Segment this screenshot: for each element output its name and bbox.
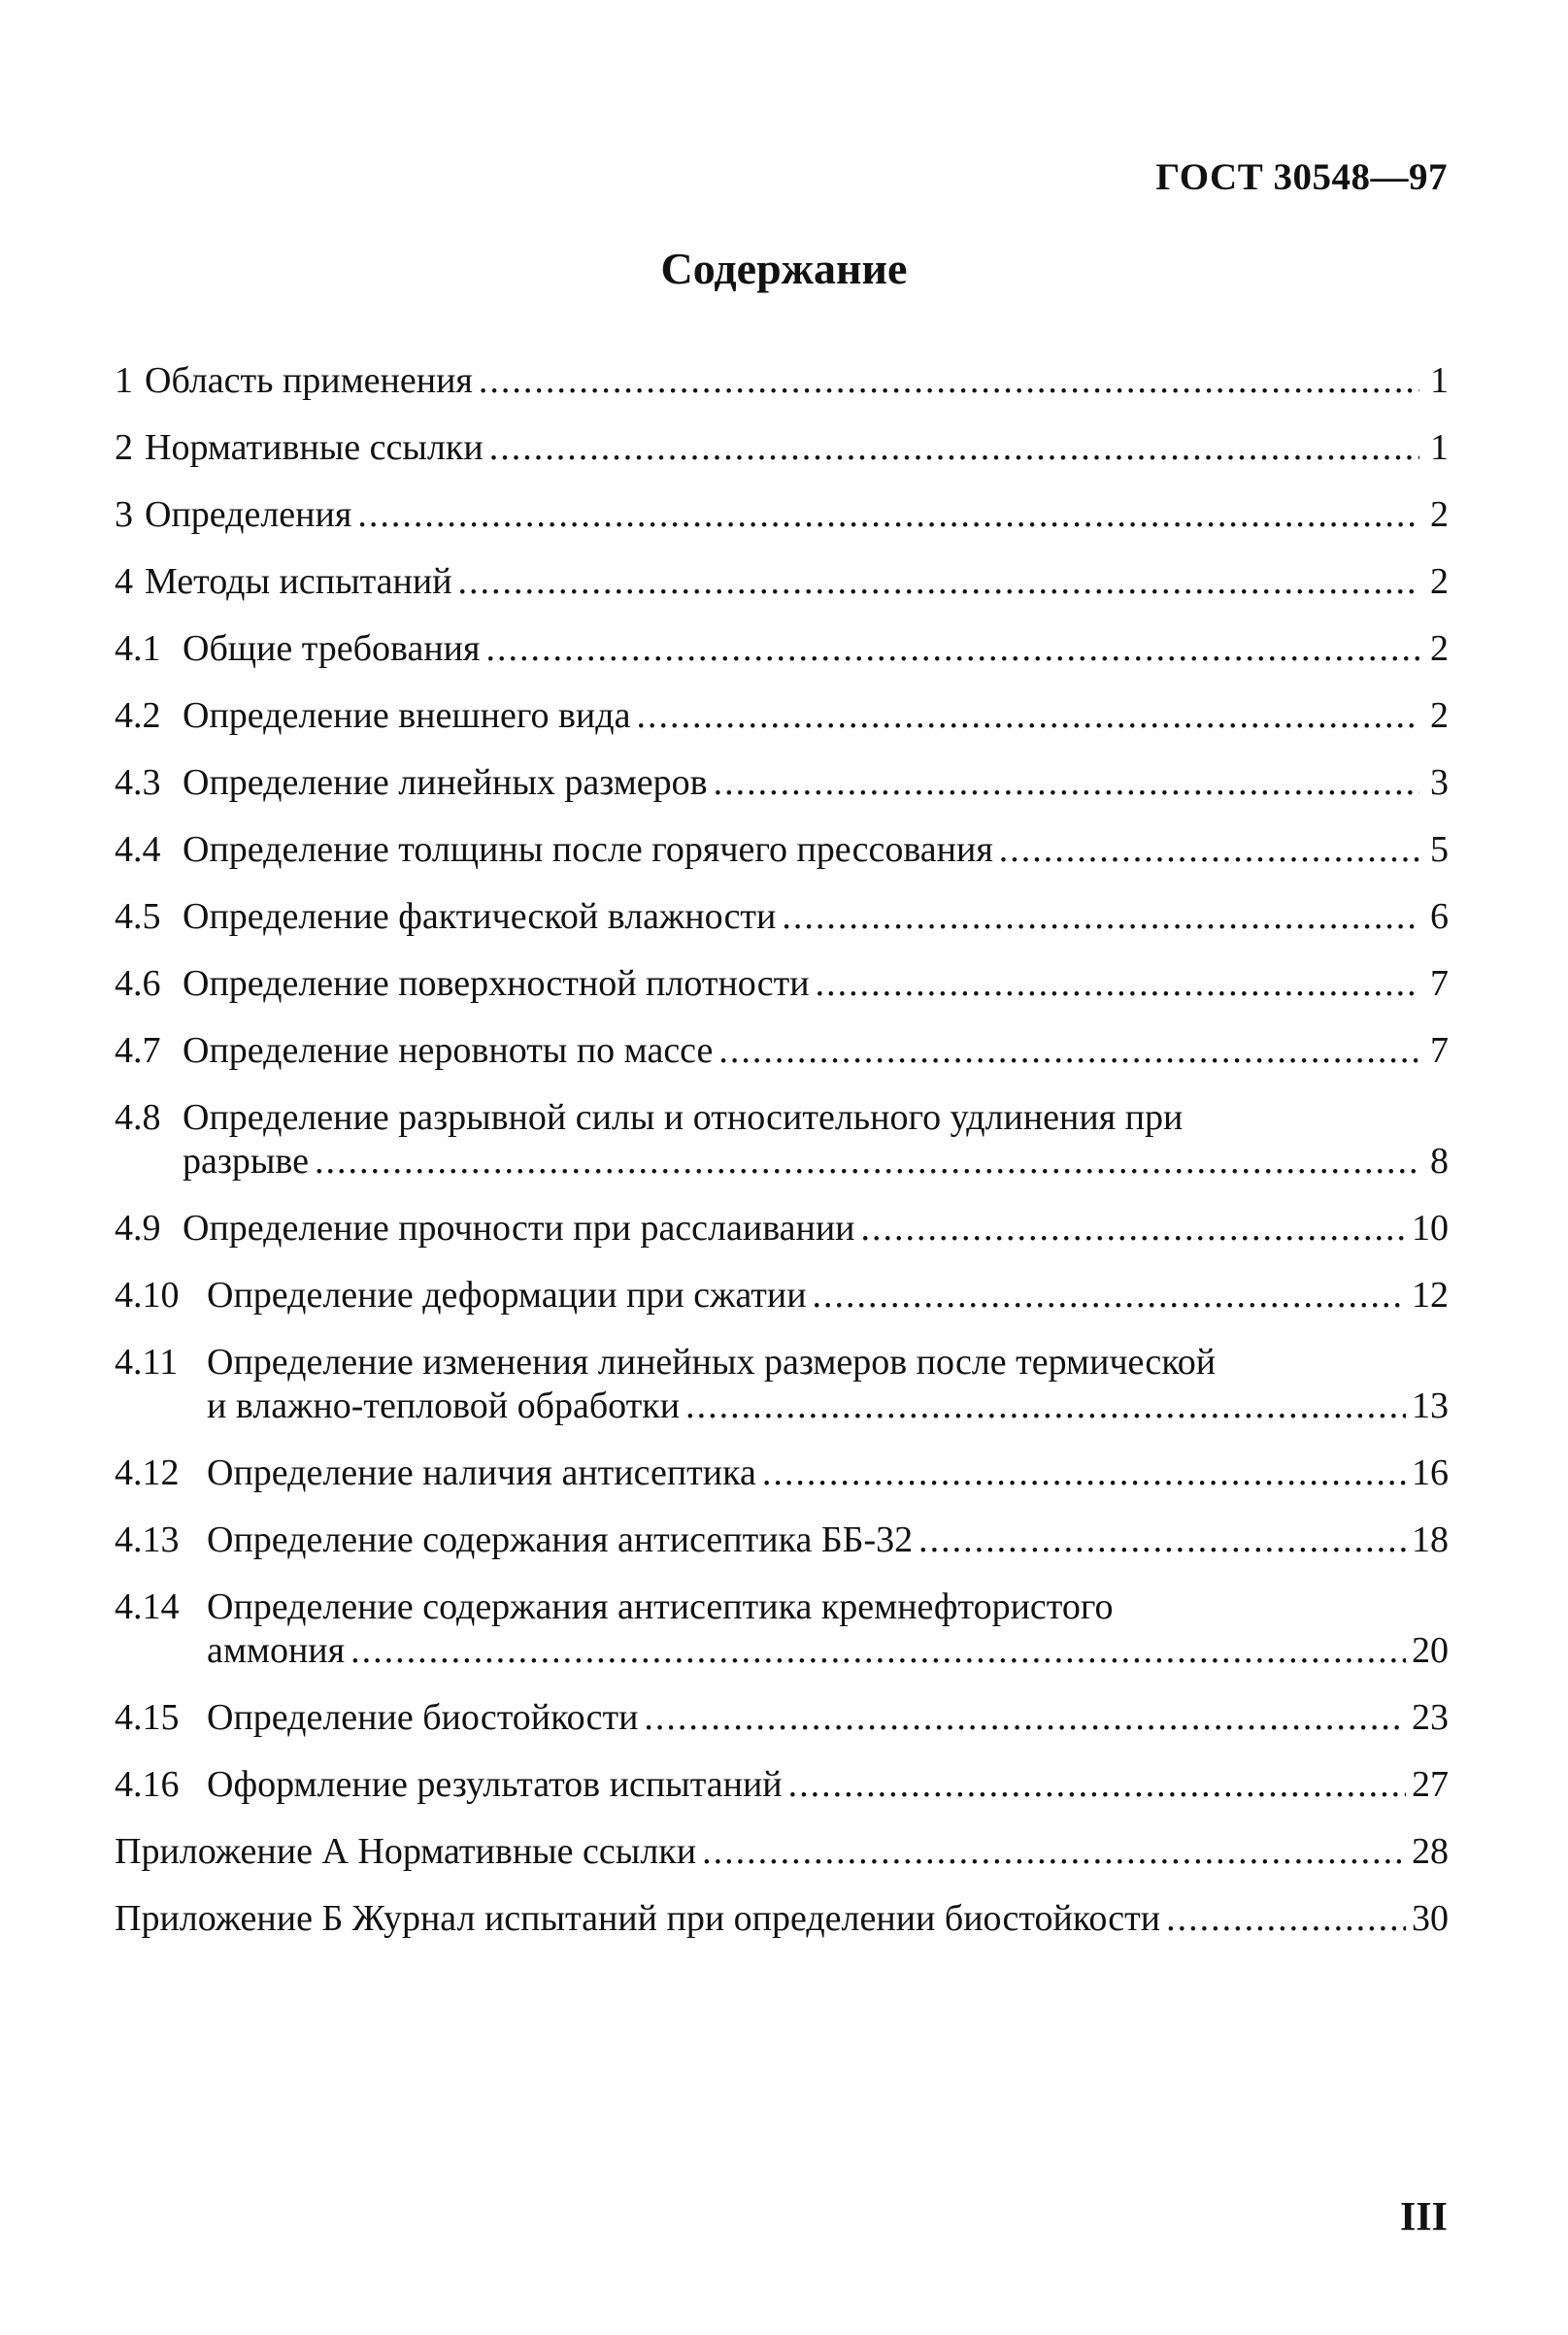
- toc-entry-title: Определение внешнего вида: [183, 695, 631, 736]
- toc-entry-number: 4.11: [115, 1342, 179, 1383]
- toc-entry-page: 7: [1430, 963, 1449, 1004]
- toc-entry-4-7[interactable]: [115, 1029, 1449, 1073]
- toc-entry-4[interactable]: [115, 560, 1449, 604]
- page-title: Содержание: [660, 244, 908, 293]
- toc-entry-title-line1: Определение изменения линейных размеров после термической: [207, 1342, 1217, 1383]
- dot-leader: [479, 359, 1419, 403]
- toc-entry-4-10[interactable]: [115, 1274, 1449, 1318]
- dot-leader: [350, 1629, 1406, 1673]
- toc-entry-4-2[interactable]: [115, 694, 1449, 738]
- toc-entry-page: 1: [1430, 427, 1449, 468]
- toc-entry-page: 16: [1412, 1452, 1449, 1493]
- toc-entry-page: 5: [1430, 829, 1449, 870]
- toc-entry-number: 4.7: [115, 1030, 161, 1071]
- dot-leader: [714, 761, 1419, 805]
- dot-leader: [458, 560, 1419, 604]
- toc-entry-4-8[interactable]: [115, 1096, 1449, 1184]
- toc-entry-4-13[interactable]: [115, 1518, 1449, 1562]
- toc-entry-page: 18: [1412, 1519, 1449, 1560]
- toc-entry-page: 10: [1412, 1208, 1449, 1249]
- toc-entry-number: 4.8: [115, 1097, 161, 1138]
- dot-leader: [918, 1518, 1406, 1562]
- toc-entry-4-14[interactable]: [115, 1585, 1449, 1673]
- toc-entry-appendix-b[interactable]: [115, 1897, 1449, 1941]
- toc-entry-number: 4.14: [115, 1586, 180, 1627]
- toc-entry-4-9[interactable]: [115, 1207, 1449, 1251]
- toc-entry-title: Приложение А Нормативные ссылки: [115, 1831, 697, 1872]
- toc-entry-3[interactable]: [115, 493, 1449, 537]
- toc-entry-4-6[interactable]: [115, 962, 1449, 1006]
- dot-leader: [999, 828, 1419, 872]
- page-number: III: [1399, 2195, 1448, 2240]
- toc-entry-4-1[interactable]: [115, 627, 1449, 671]
- toc-entry-number: 4.16: [115, 1764, 180, 1805]
- toc-entry-title: Определение поверхностной плотности: [183, 963, 810, 1004]
- toc-entry-page: 12: [1412, 1275, 1449, 1316]
- toc-entry-4-15[interactable]: [115, 1696, 1449, 1740]
- toc-entry-page: 6: [1430, 896, 1449, 937]
- toc-entry-number: 4.4: [115, 829, 161, 870]
- toc-entry-number: 4.2: [115, 695, 161, 736]
- toc-entry-title-line1: Определение разрывной силы и относительного удлинения при: [183, 1097, 1184, 1138]
- toc-entry-page: 8: [1430, 1141, 1449, 1182]
- toc-entry-1[interactable]: [115, 359, 1449, 403]
- toc-entry-page: 20: [1412, 1630, 1449, 1671]
- toc-entry-4-3[interactable]: [115, 761, 1449, 805]
- toc-entry-page: 23: [1412, 1697, 1449, 1738]
- toc-entry-title: Определение биостойкости: [207, 1697, 639, 1738]
- toc-entry-page: 27: [1412, 1764, 1449, 1805]
- toc-entry-appendix-a[interactable]: [115, 1830, 1449, 1874]
- dot-leader: [702, 1830, 1406, 1874]
- toc-entry-title: Приложение Б Журнал испытаний при определении биостойкости: [115, 1898, 1161, 1939]
- dot-leader: [644, 1696, 1406, 1740]
- toc-entry-title: Определение линейных размеров: [183, 762, 708, 803]
- table-of-contents: [115, 359, 1449, 1964]
- toc-entry-page: 13: [1412, 1385, 1449, 1426]
- dot-leader: [315, 1140, 1419, 1184]
- toc-entry-title: Определение содержания антисептика ББ-32: [207, 1519, 914, 1560]
- toc-entry-4-12[interactable]: [115, 1451, 1449, 1495]
- toc-entry-page: 2: [1430, 494, 1449, 535]
- toc-entry-2[interactable]: [115, 426, 1449, 470]
- toc-entry-page: 2: [1430, 695, 1449, 736]
- toc-entry-page: 2: [1430, 561, 1449, 602]
- standard-id: ГОСТ 30548—97: [1155, 156, 1448, 198]
- toc-entry-title: Определение деформации при сжатии: [207, 1275, 807, 1316]
- toc-entry-number: 4.15: [115, 1697, 180, 1738]
- toc-entry-page: 28: [1412, 1831, 1449, 1872]
- toc-entry-title: Область применения: [145, 360, 473, 401]
- toc-entry-title: Определение фактической влажности: [183, 896, 777, 937]
- toc-entry-title: Определение наличия антисептика: [207, 1452, 756, 1493]
- dot-leader: [861, 1207, 1406, 1251]
- toc-entry-title: Определения: [145, 494, 352, 535]
- dot-leader: [685, 1384, 1406, 1428]
- toc-entry-4-11[interactable]: [115, 1341, 1449, 1428]
- dot-leader: [357, 493, 1419, 537]
- toc-entry-title-line2: аммония: [207, 1630, 346, 1671]
- toc-entry-page: 3: [1430, 762, 1449, 803]
- toc-entry-title: Методы испытаний: [145, 561, 452, 602]
- toc-entry-title-line2: и влажно-тепловой обработки: [207, 1385, 681, 1426]
- dot-leader: [485, 627, 1419, 671]
- toc-entry-title-line2: разрыве: [183, 1141, 309, 1182]
- toc-entry-number: 4.13: [115, 1519, 180, 1560]
- toc-entry-number: 4.9: [115, 1208, 161, 1249]
- toc-entry-page: 7: [1430, 1030, 1449, 1071]
- toc-entry-title: Определение прочности при расслаивании: [183, 1208, 855, 1249]
- dot-leader: [813, 1274, 1406, 1318]
- dot-leader: [788, 1763, 1406, 1807]
- toc-entry-title: Общие требования: [183, 628, 481, 669]
- toc-entry-page: 30: [1412, 1898, 1449, 1939]
- dot-leader: [489, 426, 1419, 470]
- toc-entry-page: 2: [1430, 628, 1449, 669]
- dot-leader: [762, 1451, 1406, 1495]
- toc-entry-number: 4.6: [115, 963, 161, 1004]
- toc-entry-number: 4: [115, 561, 133, 602]
- toc-entry-number: 2: [115, 427, 133, 468]
- toc-entry-4-4[interactable]: [115, 828, 1449, 872]
- toc-entry-number: 4.1: [115, 628, 161, 669]
- dot-leader: [718, 1029, 1419, 1073]
- dot-leader: [1166, 1897, 1406, 1941]
- dot-leader: [816, 962, 1419, 1006]
- toc-entry-title-line1: Определение содержания антисептика кремнефтористого: [207, 1586, 1114, 1627]
- toc-entry-number: 4.3: [115, 762, 161, 803]
- toc-entry-number: 4.12: [115, 1452, 180, 1493]
- toc-entry-number: 3: [115, 494, 133, 535]
- dot-leader: [782, 895, 1419, 939]
- toc-entry-4-16[interactable]: [115, 1763, 1449, 1807]
- toc-entry-number: 1: [115, 360, 133, 401]
- toc-entry-title: Определение толщины после горячего прессования: [183, 829, 993, 870]
- toc-entry-number: 4.5: [115, 896, 161, 937]
- toc-entry-number: 4.10: [115, 1275, 180, 1316]
- toc-entry-title: Оформление результатов испытаний: [207, 1764, 783, 1805]
- toc-entry-4-5[interactable]: [115, 895, 1449, 939]
- toc-entry-page: 1: [1430, 360, 1449, 401]
- toc-entry-title: Нормативные ссылки: [145, 427, 484, 468]
- dot-leader: [636, 694, 1419, 738]
- toc-entry-title: Определение неровноты по массе: [183, 1030, 714, 1071]
